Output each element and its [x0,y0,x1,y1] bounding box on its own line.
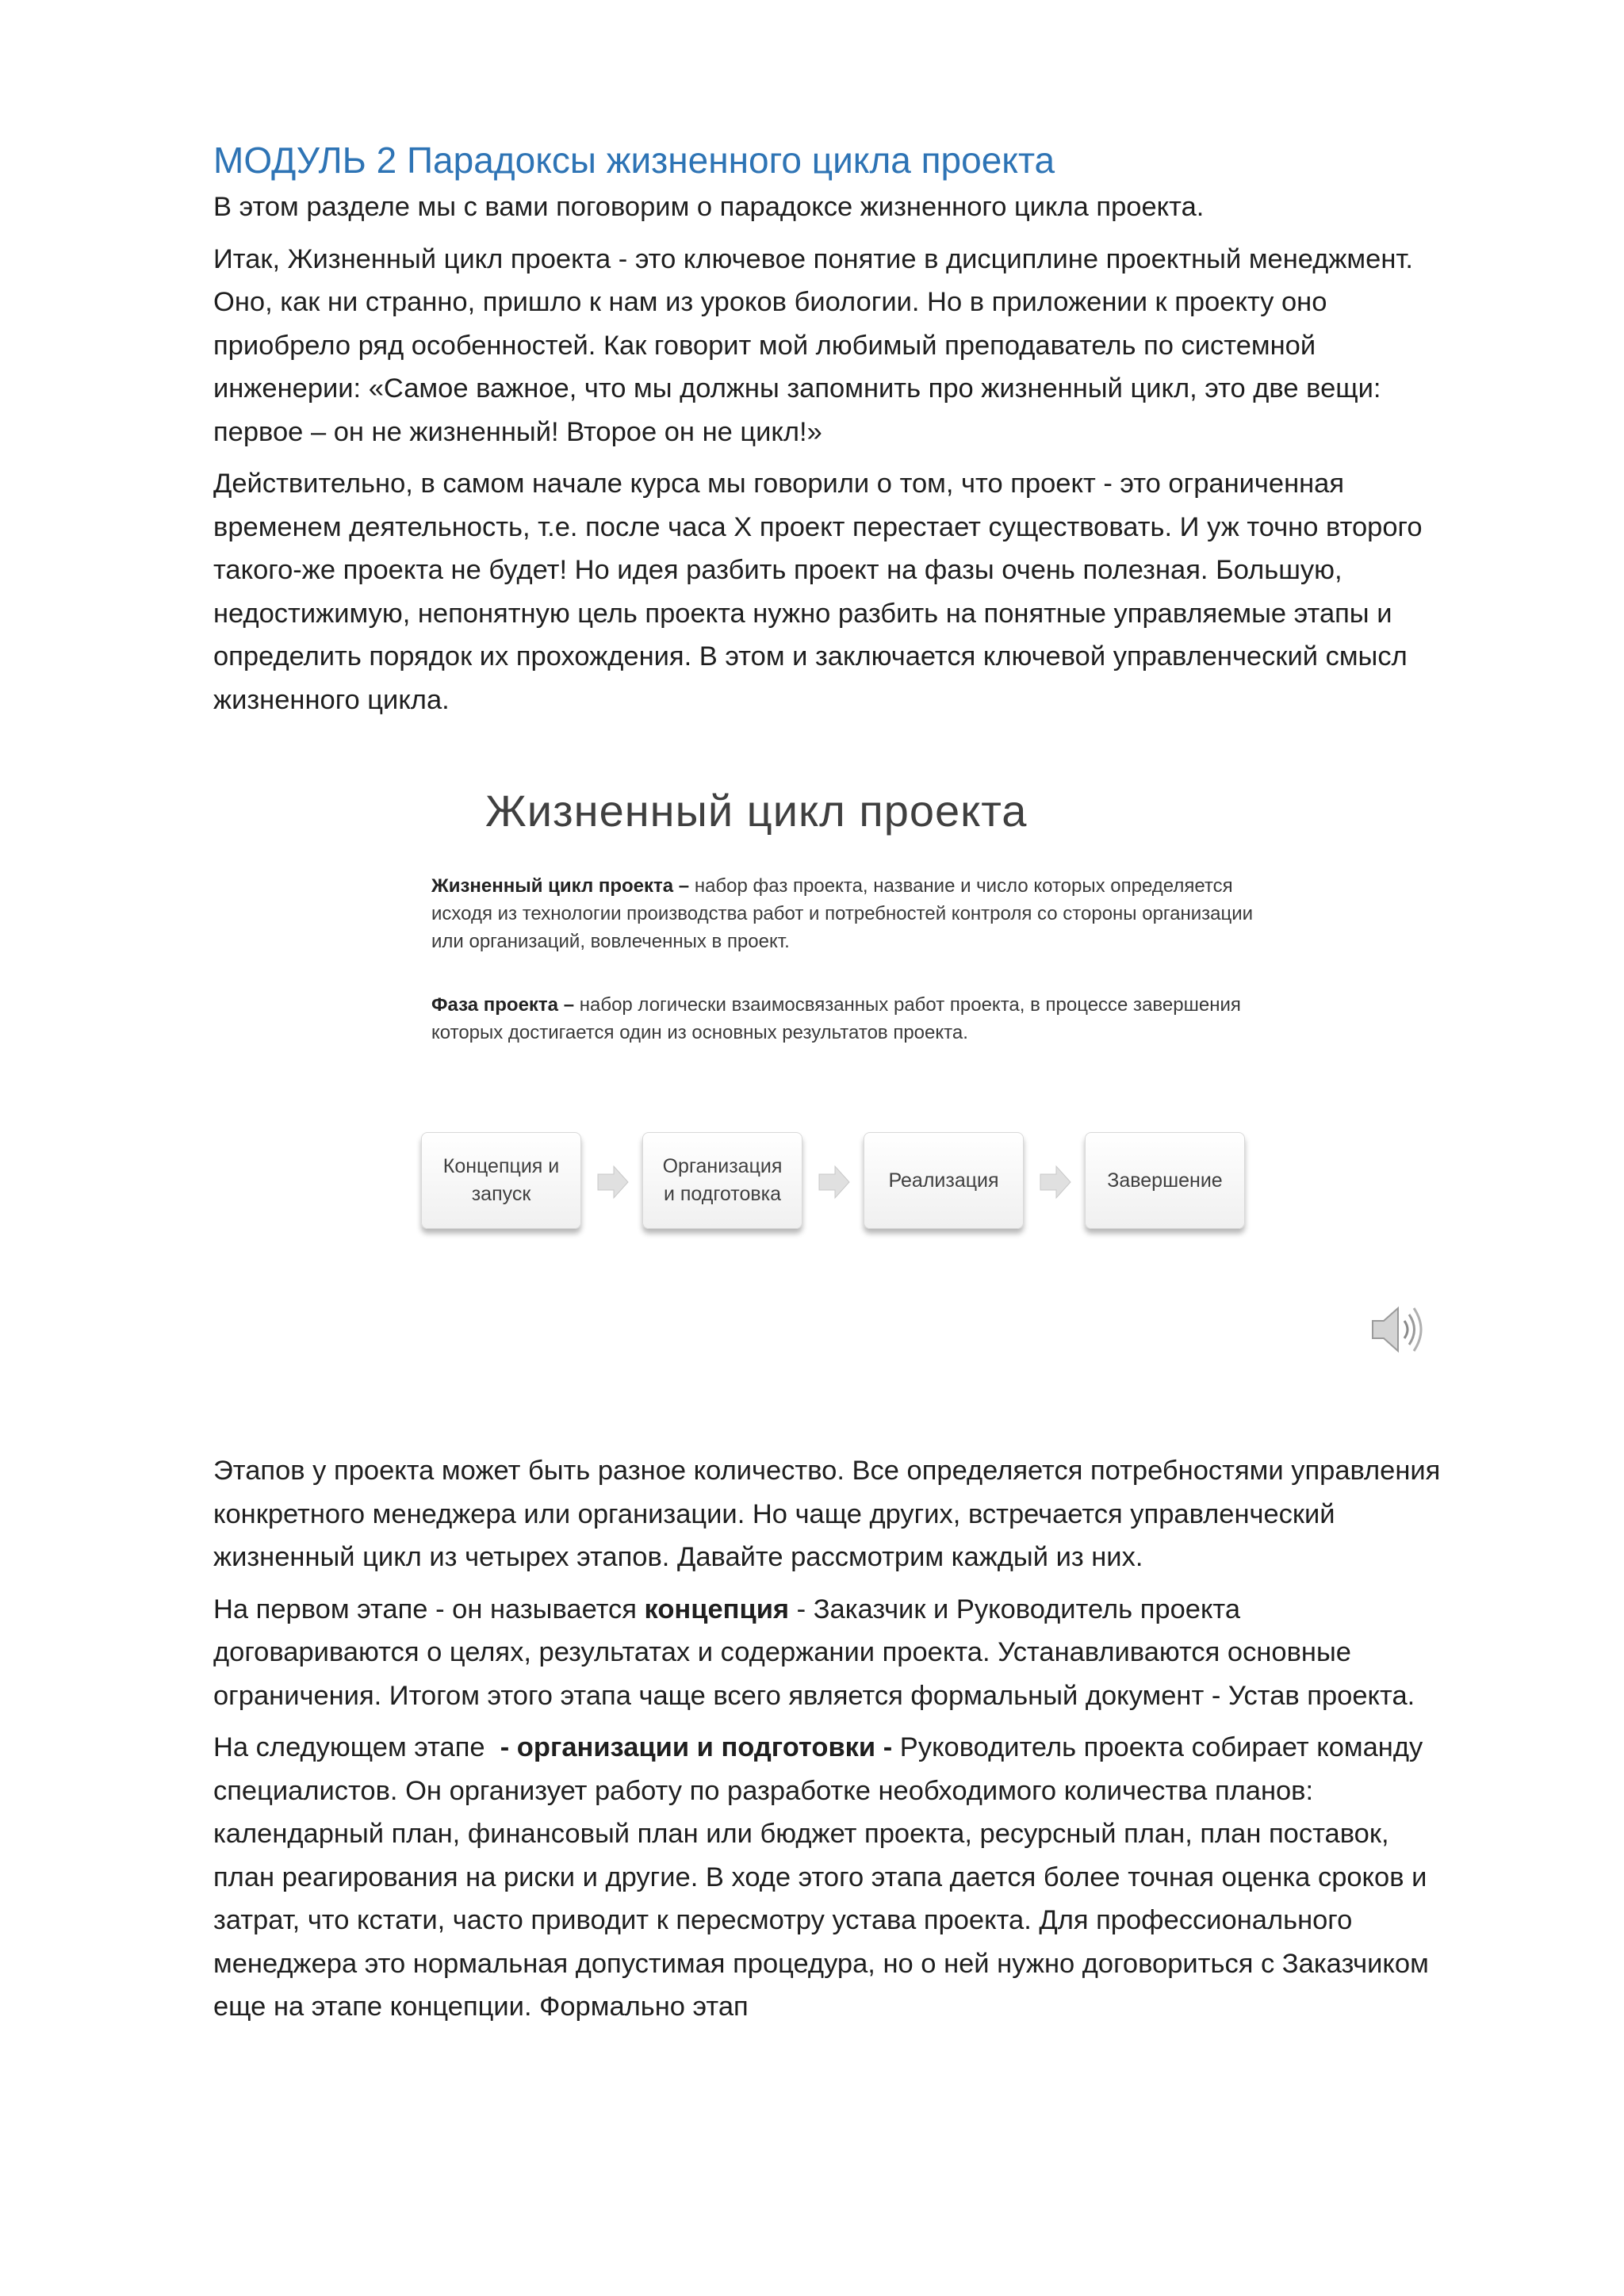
lifecycle-slide-figure [0,744,1624,1441]
phase-label: Организация [662,1155,783,1177]
definition-phase-term: Фаза проекта – [431,994,575,1016]
slide [0,744,1624,1441]
definition-phase [431,991,1264,1047]
phase-label: Концепция и [442,1155,560,1177]
arrow-right-icon [1039,1164,1072,1200]
slide-title: Жизненный цикл проекта [485,786,1028,836]
paragraph-stages-count: Этапов у проекта может быть разное количество. Все определяется потребностями управления конкретного менеджера или организации. Но чаще других, встречается управленческий жизненный цикл из четырех этапов. Давайте рассмотрим каждый из них. [213,1456,1441,1572]
definition-lifecycle-term: Жизненный цикл проекта – [431,875,690,897]
phase-label: Реализация [888,1169,999,1192]
module-heading: МОДУЛЬ 2 Парадоксы жизненного цикла проекта [213,140,1055,181]
phase-flow [421,1132,1254,1231]
arrow-right-icon [818,1164,851,1200]
phase-label: и подготовка [663,1183,782,1205]
paragraph-definition: Итак, Жизненный цикл проекта - это ключевое понятие в дисциплине проектный менеджмент. Оно, как ни странно, пришло к нам из уроков биологии. Но в приложении к проекту оно приобрело ряд особенностей. Как говорит мой любимый преподаватель по системной инженерии: «Самое важное, что мы должны запомнить про жизненный цикл, это две вещи: первое – он не жизненный! Второе он не цикл!» [213,243,1413,447]
bold-term: концепция [644,1594,790,1624]
text-span: На первом этапе - он называется [213,1594,645,1624]
phase-box-realization [864,1132,1024,1229]
paragraph-concept-stage [213,1588,1450,1718]
document-page [213,135,1450,2029]
text-span: На следующем этапе [213,1732,500,1762]
phase-label: запуск [471,1183,531,1205]
bold-term: - организации и подготовки - [500,1732,893,1762]
phase-label: Завершение [1107,1169,1223,1192]
definition-lifecycle-text: набор фаз проекта, название и число которых определяется исходя из технологии производства работ и потребностей контроля со стороны организации или организаций, вовлеченных в проект. [431,875,1254,952]
arrow-right-icon [596,1164,630,1200]
definition-lifecycle [431,872,1264,955]
paragraph-intro: В этом разделе мы с вами поговорим о парадоксе жизненного цикла проекта. [213,192,1205,222]
text-span: - Заказчик и Руководитель проекта договариваются о целях, результатах и содержании проекта. Устанавливаются основные ограничения. Итогом этого этапа чаще всего является формальный документ - Устав проекта. [213,1594,1415,1711]
paragraph-phases-idea: Действительно, в самом начале курса мы говорили о том, что проект - это ограниченная временем деятельность, т.е. после часа Х проект перестает существовать. И уж точно второго такого-же проекта не будет! Но идея разбить проект на фазы очень полезная. Большую, недостижимую, непонятную цель проекта нужно разбить на понятные управляемые этапы и определить порядок их прохождения. В этом и заключается ключевой управленческий смысл жизненного цикла. [213,469,1423,715]
phase-box-concept [421,1132,581,1229]
paragraph-organization-stage [213,1726,1450,2029]
phase-box-completion [1085,1132,1245,1229]
speaker-icon[interactable] [1366,1299,1428,1360]
phase-box-organization [642,1132,802,1229]
text-span: Руководитель проекта собирает команду специалистов. Он организует работу по разработке необходимого количества планов: календарный план, финансовый план или бюджет проекта, ресурсный план, план поставок, план реагирования на риски и другие. В ходе этого этапа дается более точная оценка сроков и затрат, что кстати, часто приводит к пересмотру устава проекта. Для профессионального менеджера это нормальная допустимая процедура, но о ней нужно договориться с Заказчиком еще на этапе концепции. Формально этап [213,1732,1429,2022]
definition-phase-text: набор логически взаимосвязанных работ проекта, в процессе завершения которых достигается один из основных результатов проекта. [431,994,1241,1043]
